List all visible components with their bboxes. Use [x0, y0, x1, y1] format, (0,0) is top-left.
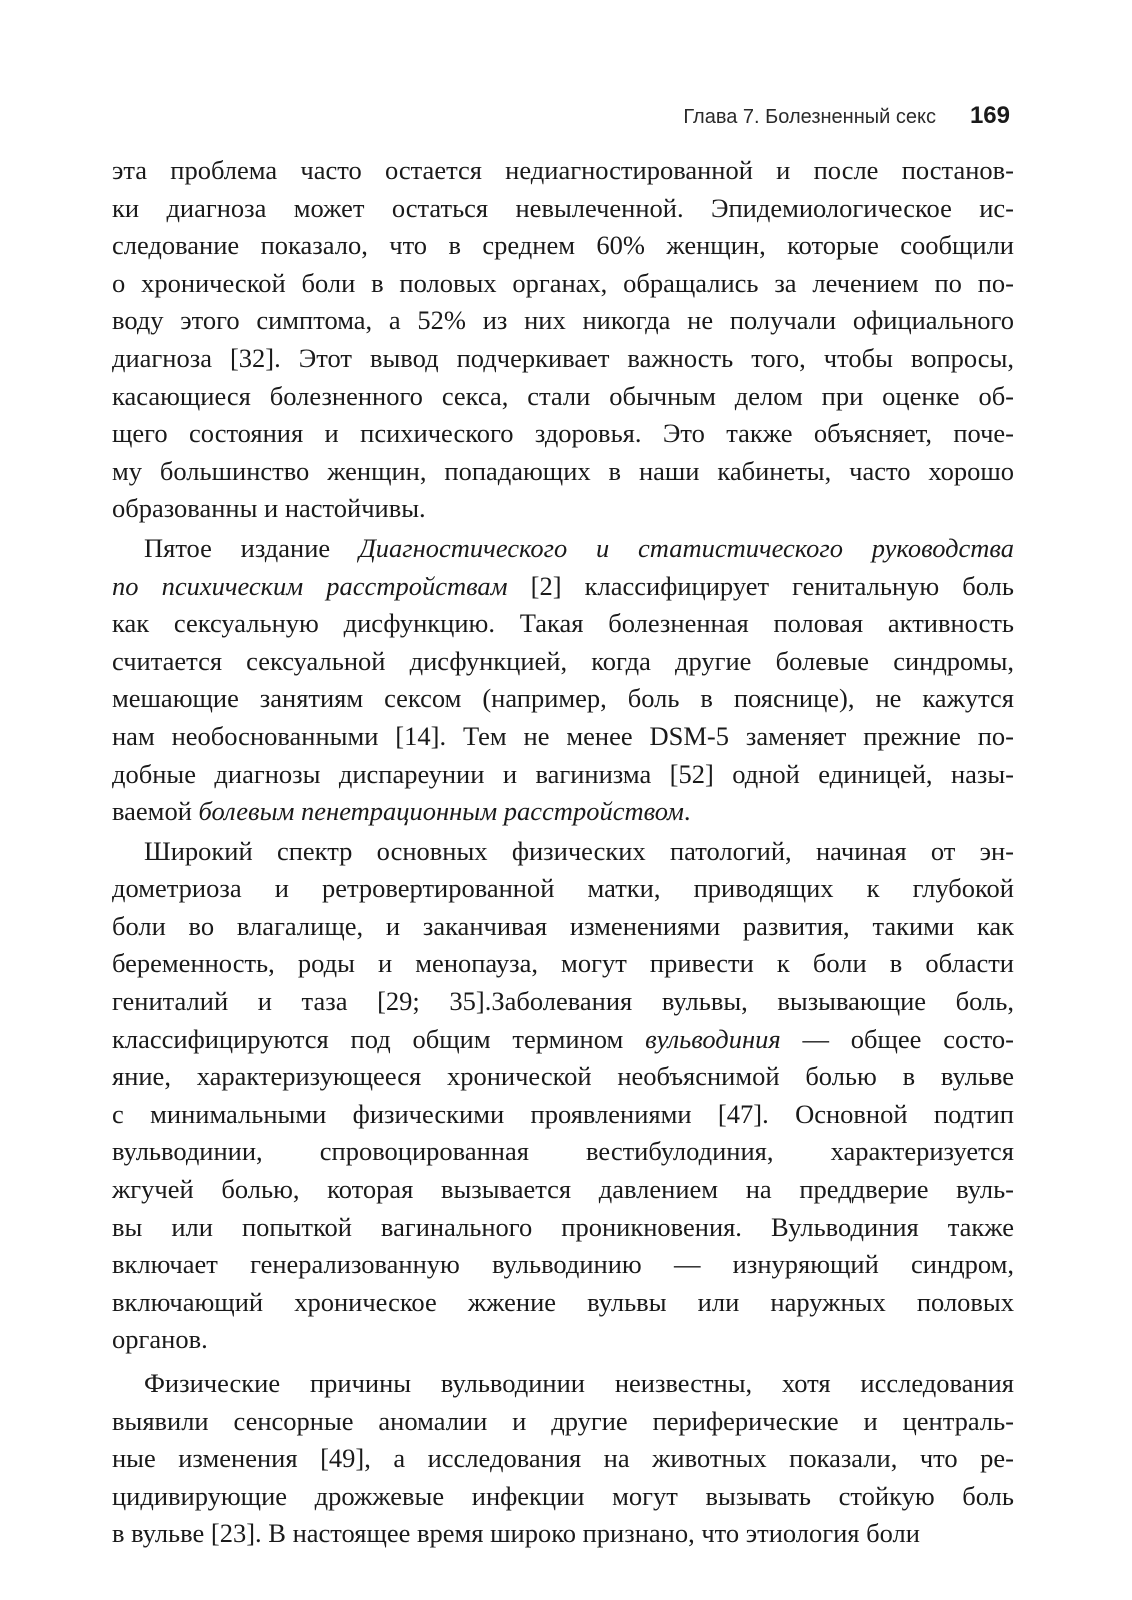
- text-run: вульводинии, спровоцированная вестибулодиния, характеризуется: [112, 1136, 1014, 1167]
- text-line: [112, 1284, 1014, 1322]
- text-run: диагноза [32]. Этот вывод подчеркивает важность того, чтобы вопросы,: [112, 342, 1014, 373]
- text-run: вы или попыткой вагинального проникновения. Вульводиния также: [112, 1211, 1014, 1242]
- running-title: Глава 7. Болезненный секс: [683, 106, 936, 128]
- text-line: [112, 1058, 1014, 1096]
- italic-text: болевым пенетрационным расстройством: [198, 796, 684, 827]
- text-run: ваемой: [112, 796, 199, 827]
- text-line: [112, 415, 1014, 453]
- text-line: [112, 643, 1014, 681]
- text-line: [112, 1515, 1014, 1553]
- text-run: Физические причины вульводинии неизвестны, хотя исследования: [144, 1368, 1014, 1398]
- text-run: беременность, роды и менопауза, могут привести к боли в области: [112, 948, 1014, 979]
- text-run: боли во влагалище, и заканчивая изменениями развития, такими как: [112, 910, 1014, 941]
- paragraph: [112, 833, 1014, 1359]
- paragraph: [112, 1365, 1014, 1553]
- text-line: [112, 870, 1014, 908]
- text-run: воду этого симптома, а 52% из них никогда не получали официального: [112, 305, 1014, 336]
- text-run: Широкий спектр основных физических патологий, начиная от эн-: [144, 835, 1014, 866]
- italic-text: Диагностического и статистического руководства: [358, 532, 1014, 563]
- text-run: включающий хроническое жжение вульвы или наружных половых: [112, 1286, 1014, 1317]
- text-run: классифицируются под общим термином: [112, 1023, 646, 1054]
- text-line: [112, 1321, 1014, 1359]
- text-line: [112, 1133, 1014, 1171]
- text-line: [112, 490, 1014, 528]
- text-line: [112, 1365, 1014, 1403]
- text-line: [112, 1096, 1014, 1134]
- text-line: [112, 453, 1014, 491]
- text-run: Пятое издание: [144, 532, 359, 563]
- text-run: щего состояния и психического здоровья. Это также объясняет, поче-: [112, 418, 1014, 449]
- text-line: [112, 340, 1014, 378]
- text-line: [112, 227, 1014, 265]
- text-line: [112, 793, 1014, 831]
- paragraph: [112, 530, 1014, 831]
- text-run: нам необоснованными [14]. Тем не менее DSM-5 заменяет прежние по-: [112, 720, 1014, 751]
- text-line: [112, 530, 1014, 568]
- running-head: [683, 102, 1010, 130]
- text-run: образованны и настойчивы.: [112, 493, 426, 524]
- text-line: [112, 1478, 1014, 1516]
- text-run: с минимальными физическими проявлениями [47]. Основной подтип: [112, 1098, 1014, 1129]
- text-line: [112, 605, 1014, 643]
- text-run: считается сексуальной дисфункцией, когда другие болевые синдромы,: [112, 645, 1014, 676]
- text-line: [112, 945, 1014, 983]
- text-line: [112, 152, 1014, 190]
- text-run: гениталий и таза [29; 35].Заболевания вульвы, вызывающие боль,: [112, 986, 1014, 1017]
- text-run: следование показало, что в среднем 60% женщин, которые сообщили: [112, 230, 1014, 261]
- text-run: добные диагнозы диспареунии и вагинизма [52] одной единицей, назы-: [112, 758, 1014, 789]
- text-run: ки диагноза может остаться невылеченной. Эпидемиологическое ис-: [112, 192, 1014, 223]
- text-line: [112, 1021, 1014, 1059]
- text-run: органов.: [112, 1324, 208, 1355]
- text-run: му большинство женщин, попадающих в наши кабинеты, часто хорошо: [112, 455, 1014, 486]
- text-run: цидивирующие дрожжевые инфекции могут вызывать стойкую боль: [112, 1480, 1014, 1511]
- text-line: [112, 718, 1014, 756]
- text-line: [112, 265, 1014, 303]
- text-line: [112, 756, 1014, 794]
- text-run: эта проблема часто остается недиагностированной и после постанов-: [112, 155, 1014, 185]
- text-line: [112, 1246, 1014, 1284]
- text-line: [112, 568, 1014, 606]
- text-run: включает генерализованную вульводинию — изнуряющий синдром,: [112, 1249, 1014, 1280]
- italic-text: вульводиния: [645, 1023, 781, 1054]
- text-line: [112, 983, 1014, 1021]
- text-line: [112, 378, 1014, 416]
- text-run: о хронической боли в половых органах, обращались за лечением по по-: [112, 267, 1014, 298]
- text-run: мешающие занятиям сексом (например, боль в пояснице), не кажутся: [112, 683, 1014, 714]
- text-run: касающиеся болезненного секса, стали обычным делом при оценке об-: [112, 380, 1014, 411]
- text-run: жгучей болью, которая вызывается давлением на преддверие вуль-: [112, 1174, 1014, 1205]
- text-line: [112, 1171, 1014, 1209]
- text-run: выявили сенсорные аномалии и другие периферические и централь-: [112, 1405, 1014, 1436]
- text-line: [112, 1209, 1014, 1247]
- text-line: [112, 680, 1014, 718]
- paragraph: [112, 152, 1014, 528]
- text-run: .: [683, 796, 691, 827]
- page-number: 169: [969, 102, 1010, 129]
- text-run: — общее состо-: [780, 1023, 1014, 1054]
- text-line: [112, 908, 1014, 946]
- text-run: в вульве [23]. В настоящее время широко признано, что этиология боли: [112, 1518, 920, 1549]
- text-line: [112, 833, 1014, 871]
- text-run: как сексуальную дисфункцию. Такая болезненная половая активность: [112, 608, 1014, 639]
- text-run: ные изменения [49], а исследования на животных показали, что ре-: [112, 1443, 1014, 1474]
- body-text: [112, 152, 1014, 1553]
- text-line: [112, 190, 1014, 228]
- text-run: дометриоза и ретровертированной матки, приводящих к глубокой: [112, 873, 1014, 904]
- italic-text: по психическим расстройствам: [112, 570, 508, 601]
- text-run: [2] классифицирует генитальную боль: [507, 570, 1014, 601]
- text-run: яние, характеризующееся хронической необъяснимой болью в вульве: [112, 1061, 1014, 1092]
- text-line: [112, 1440, 1014, 1478]
- text-line: [112, 1403, 1014, 1441]
- text-line: [112, 302, 1014, 340]
